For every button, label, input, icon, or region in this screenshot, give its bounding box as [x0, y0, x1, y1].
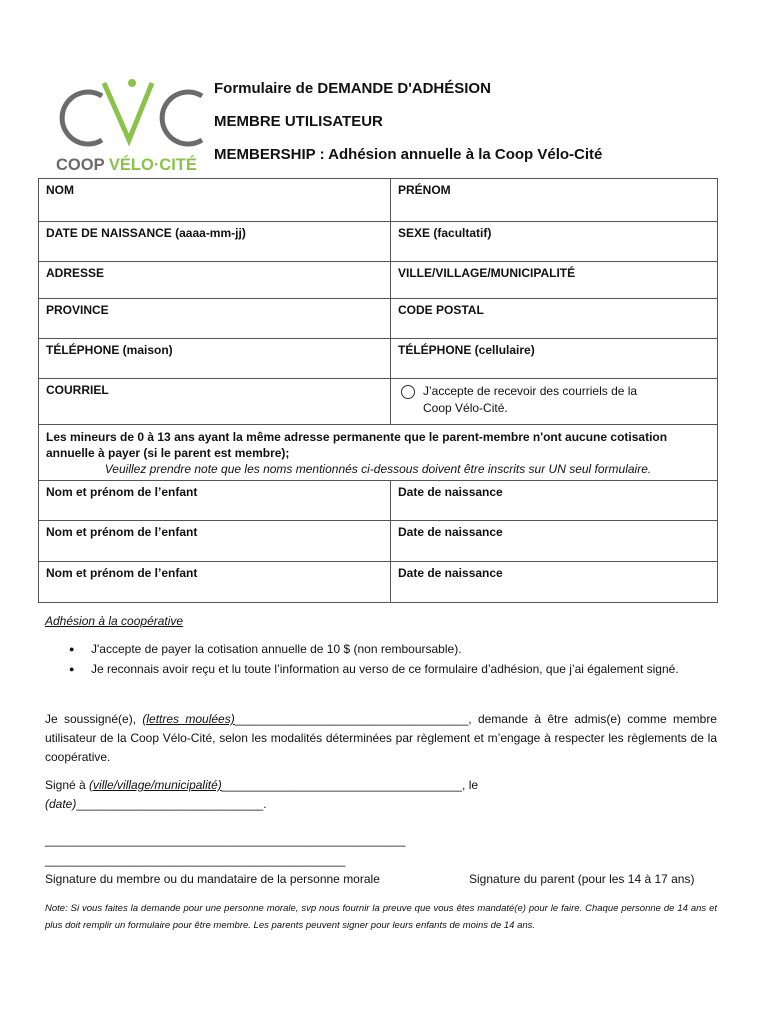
bullet-information: ● Je reconnais avoir reçu et lu toute l’information au verso de ce formulaire d’adhésion, que j’ai également signé.	[91, 659, 717, 679]
adhesion-bullets	[45, 639, 717, 679]
minors-text: Les mineurs de 0 à 13 ans ayant la même adresse permanente que le parent-membre n'ont aucune cotisation annuelle à payer (si le parent est membre);	[46, 430, 668, 460]
accept-emails-radio[interactable]	[401, 385, 415, 399]
parent-signature-label: Signature du parent (pour les 14 à 17 ans)	[469, 872, 695, 886]
field-province[interactable]: PROVINCE	[39, 299, 391, 339]
field-prenom[interactable]: PRÉNOM	[391, 179, 718, 222]
signature-line-parent[interactable]: _____________________________________________	[45, 853, 346, 867]
form-title: Formulaire de DEMANDE D'ADHÉSION	[214, 80, 491, 97]
member-signature-label: Signature du membre ou du mandataire de la personne morale	[45, 872, 380, 886]
logo-letter-v	[104, 83, 152, 140]
membership-form-table	[38, 178, 718, 603]
field-courriel[interactable]: COURRIEL	[39, 379, 391, 425]
minors-info	[39, 425, 718, 481]
logo-brand-text: COOP VÉLO·CITÉ	[56, 156, 197, 174]
field-date-naissance[interactable]: DATE DE NAISSANCE (aaaa-mm-jj)	[39, 222, 391, 262]
form-subtitle: MEMBRE UTILISATEUR	[214, 113, 383, 130]
field-accept-courriels	[391, 379, 718, 425]
minors-note: Veuillez prendre note que les noms mentionnés ci-dessous doivent être inscrits sur UN seul formulaire.	[104, 462, 652, 476]
field-adresse[interactable]: ADRESSE	[39, 262, 391, 299]
field-child-dob-2[interactable]: Date de naissance	[391, 521, 718, 562]
field-tel-maison[interactable]: TÉLÉPHONE (maison)	[39, 339, 391, 379]
field-child-dob-1[interactable]: Date de naissance	[391, 481, 718, 521]
coop-velo-cite-logo	[52, 78, 207, 176]
city-label: (ville/village/municipalité)	[89, 778, 222, 792]
field-code-postal[interactable]: CODE POSTAL	[391, 299, 718, 339]
logo-letter-c-right	[162, 92, 202, 144]
date-label: (date)	[45, 797, 77, 811]
field-child-dob-3[interactable]: Date de naissance	[391, 562, 718, 603]
footer-note: Note: Si vous faites la demande pour une personne morale, svp nous fournir la preuve que vous êtes mandaté(e) pour le faire. Chaque personne de 14 ans et plus doit remplir un formulaire pour être membre. Les parents peuvent signer pour leurs enfants de moins de 14 ans.	[45, 903, 717, 931]
bullet-cotisation: ● J'accepte de payer la cotisation annuelle de 10 $ (non remboursable).	[91, 639, 717, 659]
logo-letter-c-left	[62, 92, 102, 144]
signature-lines	[45, 830, 717, 870]
field-child-name-1[interactable]: Nom et prénom de l’enfant	[39, 481, 391, 521]
field-child-name-3[interactable]: Nom et prénom de l’enfant	[39, 562, 391, 603]
accept-emails-label-2: Coop Vélo-Cité.	[423, 401, 508, 415]
field-child-name-2[interactable]: Nom et prénom de l’enfant	[39, 521, 391, 562]
form-membership-title: MEMBERSHIP : Adhésion annuelle à la Coop Vélo-Cité	[214, 146, 603, 163]
field-sexe[interactable]: SEXE (facultatif)	[391, 222, 718, 262]
accept-emails-label-1: J’accepte de recevoir des courriels de la	[423, 384, 638, 398]
field-tel-cellulaire[interactable]: TÉLÉPHONE (cellulaire)	[391, 339, 718, 379]
signature-line-member[interactable]: ______________________________________________________	[45, 833, 406, 847]
block-letters-label: (lettres moulées)	[142, 712, 235, 726]
adhesion-section-title: Adhésion à la coopérative	[45, 614, 184, 628]
undersigned-paragraph: Je soussigné(e), (lettres moulées)___________________________________, demande à être admis(e) comme membre utilisateur de la Coop Vélo-Cité, selon les modalités déterminées par règlement et m’engage à respecter les règlements de la coopérative.	[45, 712, 717, 764]
form-header	[214, 78, 602, 177]
signed-at-paragraph: Signé à (ville/village/municipalité)____________________________________, le (date)____________________________.	[45, 778, 479, 811]
field-nom[interactable]: NOM	[39, 179, 391, 222]
field-ville[interactable]: VILLE/VILLAGE/MUNICIPALITÉ	[391, 262, 718, 299]
